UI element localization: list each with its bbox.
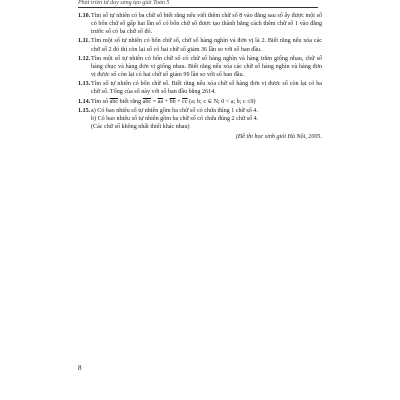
text-mid: biết rằng	[119, 98, 142, 105]
problem-number: 1.11.	[78, 38, 90, 45]
page-number: 8	[78, 364, 82, 372]
problem-number: 1.13.	[78, 81, 91, 88]
equals-sign: =	[152, 98, 157, 105]
problem-1-15	[78, 107, 322, 131]
problem-text: Tìm một số tự nhiên có bốn chữ số, chữ số hàng nghìn và đơn vị là 2. Biết rằng nếu xóa các chữ số 2 đó thì còn lại số có hai chữ số giảm 36 lần so với số ban đầu.	[91, 38, 322, 53]
problem-1-14	[78, 98, 322, 106]
condition-text: (a; b; c ∈ N; 0 < a; b; c ≤9)	[189, 98, 256, 105]
problem-1-12	[78, 55, 322, 79]
running-header: Phát triển tư duy sáng tạo giải Toán 5	[78, 0, 318, 8]
problem-number: 1.15.	[78, 107, 91, 114]
problem-1-11	[78, 37, 322, 53]
part-a: a) Có bao nhiêu số tự nhiên gồm ba chữ số có chứa đúng 1 chữ số 4.	[91, 107, 258, 114]
overline-aa: $\overline{aa}$	[157, 98, 164, 105]
problem-1-10	[78, 12, 322, 36]
overline-cc: $\overline{cc}$	[182, 98, 188, 105]
problem-list	[78, 12, 322, 141]
overline-abc-2: $\overline{abc}$	[142, 98, 152, 105]
source-citation: (Đề thi học sinh giỏi Hà Nội, 2005.	[235, 134, 322, 141]
problem-text: Tìm số tự nhiên có ba chữ số biết rằng nếu viết thêm chữ số 8 vào đằng sau số ấy được một số có bốn chữ số gấp hai lần số có bốn chữ số được tạo thành bằng cách thêm chữ số 1 vào đằng trước số có ba chữ số đó.	[91, 13, 322, 36]
problem-text: Tìm một số tự nhiên có bốn chữ số có chữ số hàng nghìn và hàng trăm giống nhau, chữ số hàng chục và hàng đơn vị giống nhau. Biết rằng nếu xóa các chữ số hàng nghìn và hàng đơn vị được số còn lại có hai chữ số giảm 99 lần so với số ban đầu.	[91, 55, 322, 79]
problem-number: 1.14.	[78, 98, 91, 105]
problem-number: 1.12.	[78, 55, 91, 62]
overline-bb: $\overline{bb}$	[169, 98, 176, 105]
problem-text: Tìm số tự nhiên có bốn chữ số. Biết rằng nếu xóa chữ số hàng đơn vị được số còn lại có ba chữ số. Tổng của số này với số ban đầu bằng 2614.	[91, 81, 322, 96]
text-pre: Tìm số	[91, 98, 109, 105]
problem-text	[91, 107, 322, 131]
part-note: (Các chữ số không nhất thiết khác nhau)	[91, 124, 190, 131]
plus-sign: +	[164, 98, 169, 105]
part-b: b) Có bao nhiêu số tự nhiên gồm ba chữ số có chứa đúng 2 chữ số 4.	[91, 116, 259, 123]
problem-1-13	[78, 80, 322, 96]
problem-text	[91, 98, 322, 106]
overline-abc: $\overline{abc}$	[109, 98, 119, 105]
problem-number: 1.10.	[78, 13, 91, 19]
plus-sign: +	[177, 98, 181, 105]
